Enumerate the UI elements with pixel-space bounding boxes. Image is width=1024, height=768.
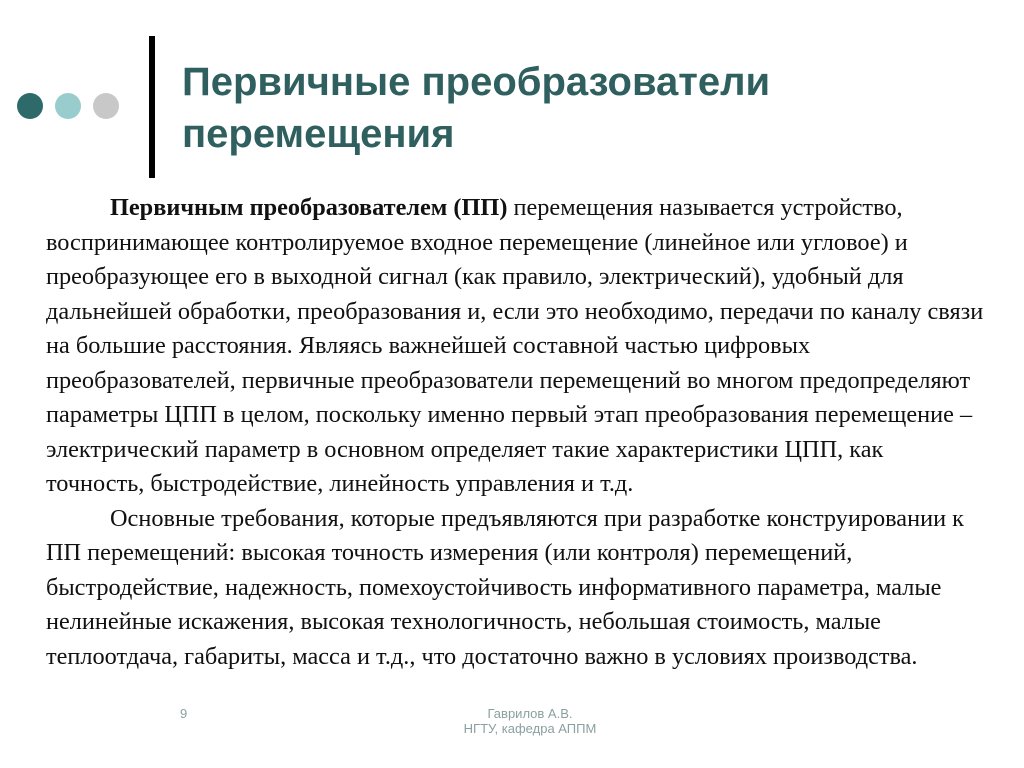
footer-author-block [440,706,620,736]
title-divider-bar [149,36,155,178]
slide-body [46,191,986,674]
dot-dark [17,93,43,119]
dot-gray [93,93,119,119]
dot-light [55,93,81,119]
definition-text: перемещения называется устройство, воспринимающее контролируемое входное перемещение (линейное или угловое) и преобразующее его в выходной сигнал (как правило, электрический), удобный для дальнейшей обработки, преобразования и, если это необходимо, передачи по каналу связи на большие расстояния. Являясь важнейшей составной частью цифровых преобразователей, первичные преобразователи перемещений во многом предопределяют параметры ЦПП в целом, поскольку именно первый этап преобразования перемещение – электрический параметр в основном определяет такие характеристики ЦПП, как точность, быстродействие, линейность управления и т.д. [46,194,984,497]
footer-department: НГТУ, кафедра АППМ [463,721,597,736]
slide-number: 9 [180,706,188,721]
definition-term: Первичным преобразователем (ПП) [110,194,508,221]
paragraph-definition [46,191,986,502]
slide-title: Первичные преобразователи перемещения [182,60,771,156]
paragraph-requirements: Основные требования, которые предъявляются при разработке конструировании к ПП перемещений: высокая точность измерения (или контроля) перемещений, быстродействие, надежность, помехоустойчивость информативного параметра, малые нелинейные искажения, высокая технологичность, небольшая стоимость, малые теплоотдача, габариты, масса и т.д., что достаточно важно в условиях производства. [46,504,964,670]
decorative-dots [17,93,119,119]
footer-author: Гаврилов А.В. [487,706,573,721]
